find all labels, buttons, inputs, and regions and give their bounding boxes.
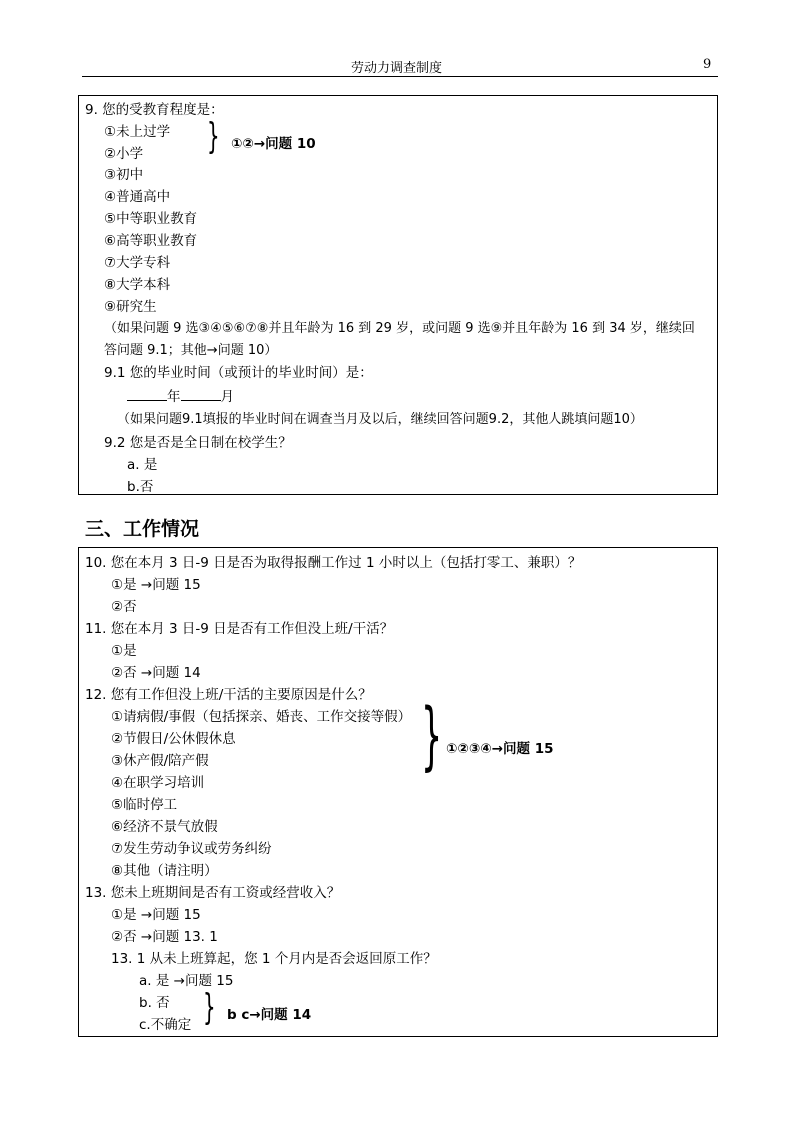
year-blank[interactable] <box>127 388 167 401</box>
q12-title: 12. 您有工作但没上班/干活的主要原因是什么？ <box>85 687 372 703</box>
month-label: 月 <box>220 389 234 405</box>
q9-option: ⑥高等职业教育 <box>104 233 198 249</box>
brace-icon: } <box>207 116 220 157</box>
q92-option-a: a. 是 <box>127 457 158 473</box>
q9-jump: ①②→问题 10 <box>231 136 316 152</box>
q131-option-b: b. 否 <box>139 995 170 1011</box>
q131-jump: b c→问题 14 <box>227 1007 312 1023</box>
q9-option: ⑨研究生 <box>104 299 157 315</box>
q12-option: ⑥经济不景气放假 <box>111 819 218 835</box>
q9-option: ②小学 <box>104 146 144 162</box>
work-section-box <box>78 547 718 1037</box>
year-label: 年 <box>167 389 181 405</box>
q9-option: ⑤中等职业教育 <box>104 211 198 227</box>
q12-option: ③休产假/陪产假 <box>111 753 209 769</box>
header-title: 劳动力调查制度 <box>350 61 442 76</box>
q131-title: 13. 1 从未上班算起，您 1 个月内是否会返回原工作？ <box>111 951 437 967</box>
q9-title: 9. 您的受教育程度是： <box>85 102 224 118</box>
q91-answer <box>127 385 234 405</box>
header-rule <box>82 76 718 77</box>
q12-jump: ①②③④→问题 15 <box>446 741 554 757</box>
q12-option: ②节假日/公休假休息 <box>111 731 236 747</box>
q9-option: ⑦大学专科 <box>104 255 171 271</box>
q91-note: （如果问题9.1填报的毕业时间在调查当月及以后，继续回答问题9.2，其他人跳填问题10） <box>117 412 643 427</box>
q12-option: ①请病假/事假（包括探亲、婚丧、工作交接等假） <box>111 709 412 725</box>
q12-option: ⑧其他（请注明） <box>111 863 218 879</box>
q13-title: 13. 您未上班期间是否有工资或经营收入？ <box>85 885 341 901</box>
q9-note-cont: 答问题 9.1；其他→问题 10） <box>104 343 278 358</box>
question-9-box <box>78 95 718 495</box>
q11-option-2: ②否 →问题 14 <box>111 665 201 681</box>
brace-icon: } <box>421 693 443 779</box>
q10-option-2: ②否 <box>111 599 137 615</box>
q12-option: ⑤临时停工 <box>111 797 178 813</box>
q131-option-a: a. 是 →问题 15 <box>139 973 234 989</box>
q9-option: ⑧大学本科 <box>104 277 171 293</box>
q12-option: ④在职学习培训 <box>111 775 205 791</box>
q10-option-1: ①是 →问题 15 <box>111 577 201 593</box>
q92-option-b: b.否 <box>127 479 154 495</box>
month-blank[interactable] <box>181 388 221 401</box>
q91-title: 9.1 您的毕业时间（或预计的毕业时间）是： <box>104 365 373 381</box>
brace-icon: } <box>203 987 216 1028</box>
q13-option-1: ①是 →问题 15 <box>111 907 201 923</box>
q9-option: ①未上过学 <box>104 124 171 140</box>
q9-option: ③初中 <box>104 167 144 183</box>
page-number: 9 <box>703 57 712 72</box>
q11-title: 11. 您在本月 3 日-9 日是否有工作但没上班/干活？ <box>85 621 394 637</box>
q11-option-1: ①是 <box>111 643 137 659</box>
section-title: 三、工作情况 <box>85 518 200 540</box>
q9-note: （如果问题 9 选③④⑤⑥⑦⑧并且年龄为 16 到 29 岁，或问题 9 选⑨并且年龄为 16 到 34 岁，继续回 <box>104 321 695 336</box>
q9-option: ④普通高中 <box>104 189 171 205</box>
q10-title: 10. 您在本月 3 日-9 日是否为取得报酬工作过 1 小时以上（包括打零工、兼职）？ <box>85 555 582 571</box>
q92-title: 9.2 您是否是全日制在校学生？ <box>104 435 292 451</box>
q131-option-c: c.不确定 <box>139 1017 192 1033</box>
q13-option-2: ②否 →问题 13. 1 <box>111 929 218 945</box>
q12-option: ⑦发生劳动争议或劳务纠纷 <box>111 841 272 857</box>
